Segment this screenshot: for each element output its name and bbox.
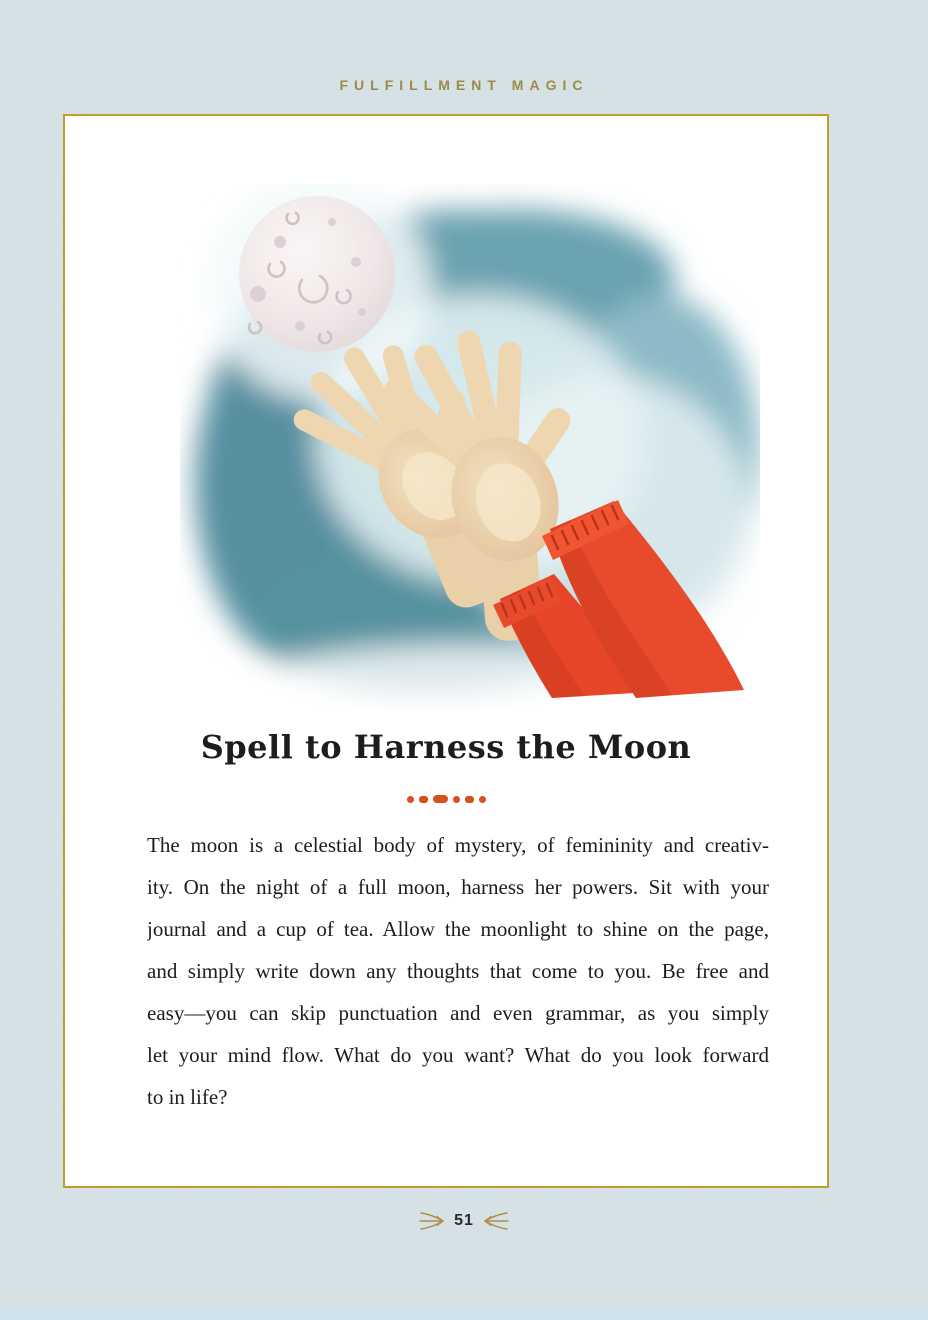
running-header: FULFILLMENT MAGIC [339,77,589,93]
arrow-flourish-icon [419,1212,445,1230]
hands-reaching-for-moon-illustration [180,184,760,709]
body-line: and simply write down any thoughts that come to you. Be free and [147,959,769,983]
divider-dot [407,796,414,803]
divider-dash [433,795,448,803]
full-moon [239,196,395,352]
body-line: ity. On the night of a full moon, harness her powers. Sit with your [147,875,769,899]
divider-dot [479,796,486,803]
body-line: easy—you can skip punctuation and even grammar, as you simply [147,1001,769,1025]
divider-dash [419,796,428,803]
body-paragraph [147,824,769,1118]
body-line: to in life? [147,1085,228,1109]
divider-ornament [65,795,827,803]
book-page [63,114,829,1188]
bottom-edge-band [0,1307,928,1320]
page-number: 51 [454,1212,474,1229]
page-footer [0,1206,928,1236]
body-line: The moon is a celestial body of mystery, of femininity and creativ- [147,833,769,857]
arrow-flourish-icon [483,1212,509,1230]
body-line: let your mind flow. What do you want? What do you look forward [147,1043,769,1067]
divider-dash [465,796,474,803]
chapter-title: Spell to Harness the Moon [200,728,692,766]
body-line: journal and a cup of tea. Allow the moonlight to shine on the page, [147,917,769,941]
divider-dot [453,796,460,803]
